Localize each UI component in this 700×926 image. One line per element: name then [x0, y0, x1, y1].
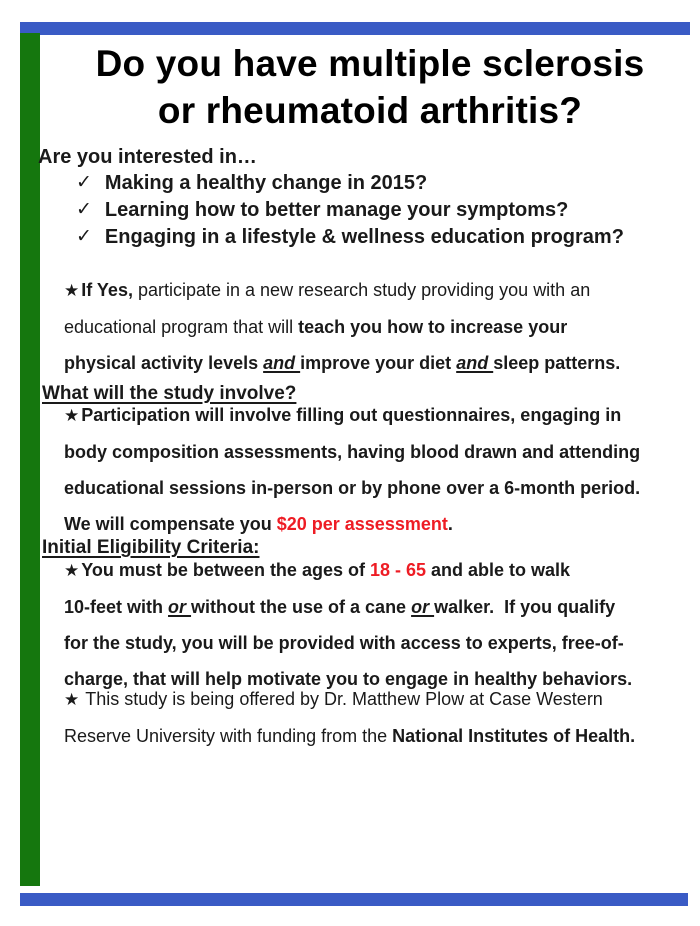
interest-checklist — [76, 172, 624, 253]
if-yes-lead: If Yes, — [81, 280, 133, 300]
checklist-item — [76, 172, 624, 199]
offered-text: This study is being offered by Dr. Matthew Plow at Case Western — [85, 689, 603, 709]
if-yes-text: educational program that will — [64, 317, 299, 337]
check-icon: ✓ — [76, 226, 92, 247]
paragraph-line — [64, 470, 679, 506]
eligibility-text: for the study, you will be provided with access to experts, free-of- — [64, 633, 624, 653]
checklist-item-text: Engaging in a lifestyle & wellness education program? — [104, 226, 624, 248]
if-yes-bold-text: sleep patterns. — [493, 353, 621, 373]
checklist-item — [76, 199, 624, 226]
if-yes-bold-text: physical activity levels — [64, 353, 264, 373]
eligibility-text: and able to walk — [426, 560, 571, 580]
check-icon: ✓ — [76, 199, 92, 220]
paragraph-line — [64, 434, 679, 470]
paragraph-line — [64, 272, 679, 309]
star-icon: ★ — [64, 281, 80, 300]
checklist-item — [76, 226, 624, 253]
involve-text: . — [447, 514, 453, 534]
eligibility-text: without the use of a cane — [191, 597, 412, 617]
paragraph-line — [64, 552, 679, 589]
paragraph-line — [64, 681, 679, 718]
star-icon: ★ — [64, 406, 80, 425]
eligibility-paragraph — [64, 552, 679, 697]
conjunction-and: and — [263, 353, 301, 373]
if-yes-paragraph — [64, 272, 679, 381]
involve-text: body composition assessments, having blood drawn and attending — [64, 442, 641, 462]
paragraph-line — [64, 345, 679, 381]
conjunction-and: and — [456, 353, 494, 373]
conjunction-or: or — [168, 597, 192, 617]
top-border-bar — [20, 22, 690, 35]
paragraph-line — [64, 589, 679, 625]
eligibility-text: walker. If you qualify — [434, 597, 616, 617]
if-yes-bold-text: teach you how to increase your — [298, 317, 568, 337]
offered-text: Reserve University with funding from the — [64, 726, 393, 746]
eligibility-text: 10-feet with — [64, 597, 169, 617]
eligibility-text: You must be between the ages of — [81, 560, 370, 580]
page-title-line1: Do you have multiple sclerosis — [95, 43, 645, 84]
eligibility-text: charge, that will help motivate you to engage in healthy behaviors. — [64, 669, 633, 689]
study-involve-paragraph — [64, 397, 679, 542]
involve-text: educational sessions in-person or by phone over a 6-month period. — [64, 478, 641, 498]
if-yes-text: participate in a new research study providing you with an — [132, 280, 591, 300]
funding-source: National Institutes of Health. — [392, 726, 636, 746]
eligibility-heading: Initial Eligibility Criteria: — [42, 537, 260, 558]
page-title — [50, 40, 690, 134]
check-icon: ✓ — [76, 172, 92, 193]
if-yes-bold-text: improve your diet — [300, 353, 457, 373]
age-range: 18 - 65 — [369, 560, 427, 580]
page-title-line2: or rheumatoid arthritis? — [157, 90, 583, 131]
study-involve-heading: What will the study involve? — [42, 383, 297, 404]
checklist-item-text: Making a healthy change in 2015? — [104, 172, 428, 194]
left-border-bar — [20, 33, 40, 886]
offered-by-paragraph — [64, 681, 679, 754]
compensation-amount: $20 per assessment — [276, 514, 448, 534]
paragraph-line — [64, 309, 679, 345]
star-icon: ★ — [64, 561, 80, 580]
paragraph-line — [64, 718, 679, 754]
checklist-item-text: Learning how to better manage your symptoms? — [104, 199, 569, 221]
paragraph-line — [64, 397, 679, 434]
conjunction-or: or — [411, 597, 435, 617]
bottom-border-bar — [20, 893, 688, 906]
paragraph-line — [64, 625, 679, 661]
involve-text: Participation will involve filling out questionnaires, engaging in — [81, 405, 622, 425]
involve-text: We will compensate you — [64, 514, 277, 534]
intro-heading: Are you interested in… — [38, 146, 257, 168]
star-icon: ★ — [64, 690, 80, 709]
